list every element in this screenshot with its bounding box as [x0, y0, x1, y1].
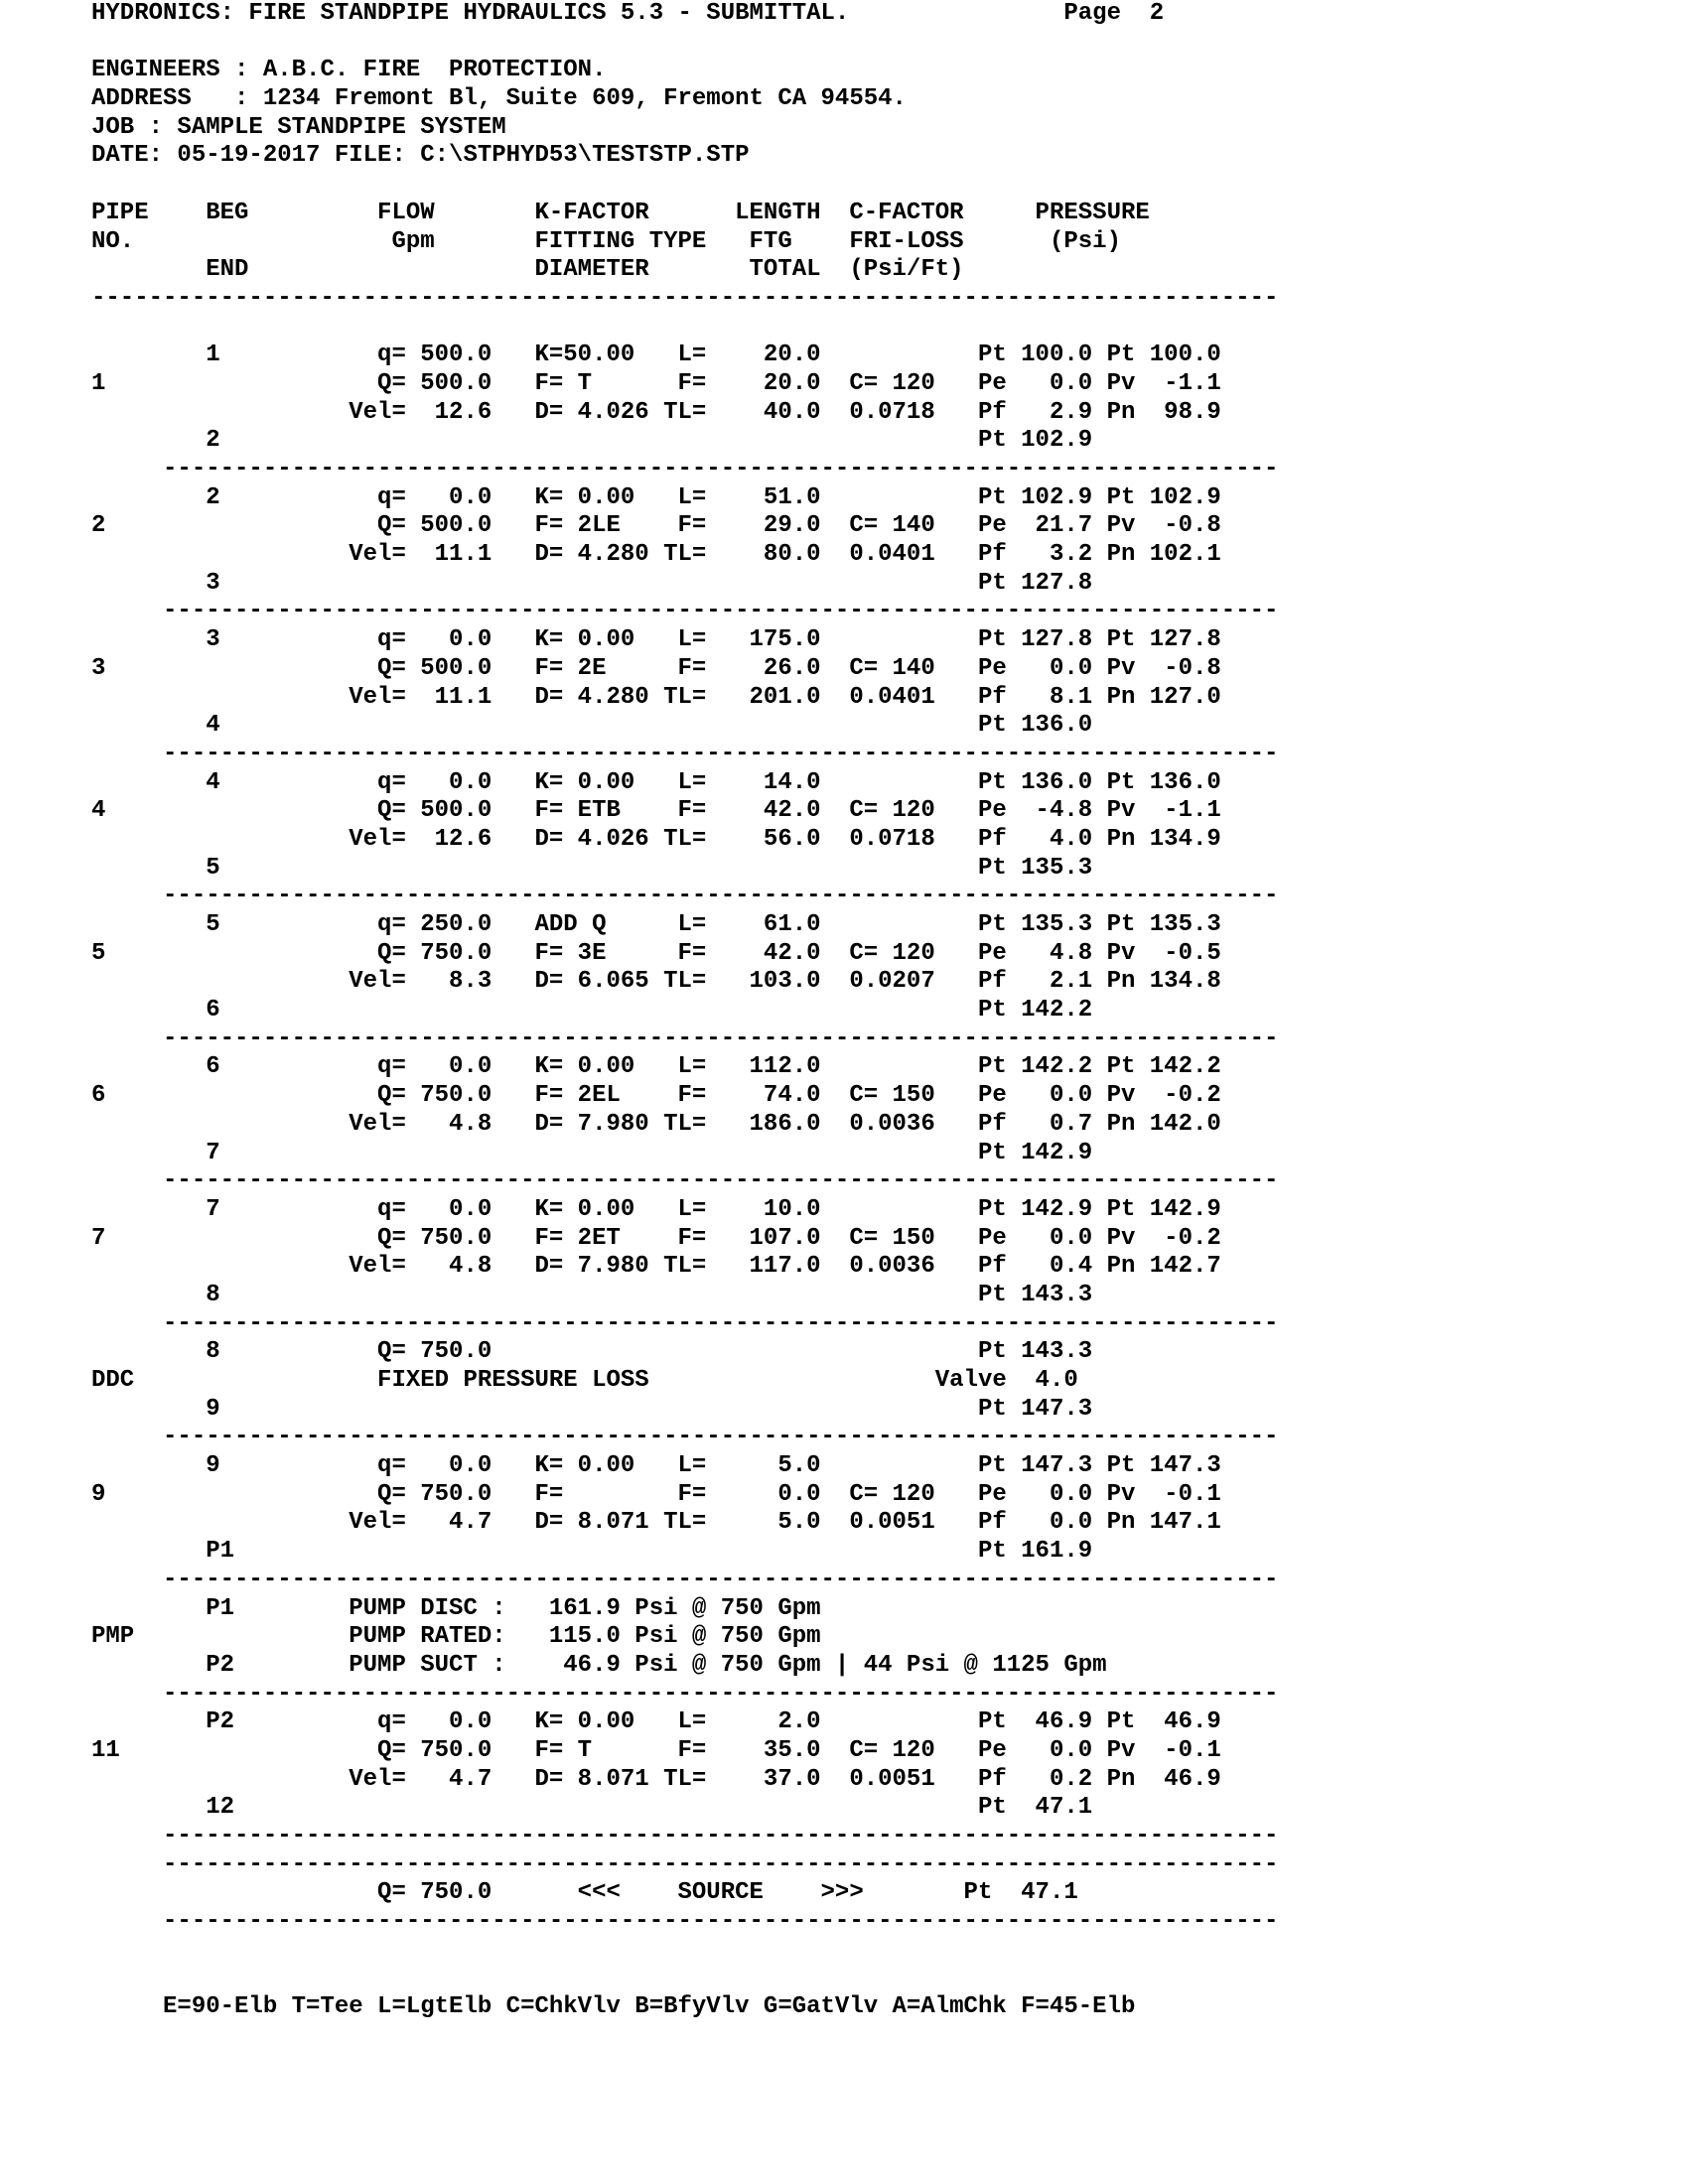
- report-line: P2 PUMP SUCT : 46.9 Psi @ 750 Gpm | 44 Psi @ 1125 Gpm: [91, 1651, 1107, 1679]
- separator-line: ------------------------------------------------------------------------------: [91, 598, 1279, 625]
- report-line: Vel= 8.3 D= 6.065 TL= 103.0 0.0207 Pf 2.1 Pn 134.8: [91, 968, 1221, 996]
- report-line: ADDRESS : 1234 Fremont Bl, Suite 609, Fremont CA 94554.: [91, 85, 907, 113]
- report-line: PMP PUMP RATED: 115.0 Psi @ 750 Gpm: [91, 1623, 821, 1651]
- report-line: 5 Q= 750.0 F= 3E F= 42.0 C= 120 Pe 4.8 Pv -0.5: [91, 939, 1221, 967]
- report-line: Vel= 12.6 D= 4.026 TL= 56.0 0.0718 Pf 4.0 Pn 134.9: [91, 825, 1221, 853]
- report-line: 9 q= 0.0 K= 0.00 L= 5.0 Pt 147.3 Pt 147.3: [91, 1452, 1221, 1480]
- separator-line: ------------------------------------------------------------------------------: [91, 456, 1279, 482]
- blank-line: [91, 1965, 1278, 1993]
- report-line: Vel= 4.7 D= 8.071 TL= 37.0 0.0051 Pf 0.2 Pn 46.9: [91, 1765, 1221, 1793]
- report-line: 2 Q= 500.0 F= 2LE F= 29.0 C= 140 Pe 21.7 Pv -0.8: [91, 512, 1221, 540]
- report-line: 7 Pt 142.9: [91, 1139, 1093, 1166]
- report-line: ENGINEERS : A.B.C. FIRE PROTECTION.: [91, 57, 607, 84]
- report-line: E=90-Elb T=Tee L=LgtElb C=ChkVlv B=BfyVlv G=GatVlv A=AlmChk F=45-Elb: [91, 1993, 1136, 2021]
- report-line: Vel= 4.8 D= 7.980 TL= 186.0 0.0036 Pf 0.7 Pn 142.0: [91, 1110, 1221, 1138]
- report-line: 8 Q= 750.0 Pt 143.3: [91, 1338, 1093, 1366]
- report-line: P1 Pt 161.9: [91, 1538, 1093, 1566]
- report-line: 9 Q= 750.0 F= F= 0.0 C= 120 Pe 0.0 Pv -0.1: [91, 1480, 1221, 1508]
- report-line: 1 Q= 500.0 F= T F= 20.0 C= 120 Pe 0.0 Pv -1.1: [91, 369, 1221, 397]
- separator-line: ------------------------------------------------------------------------------: [91, 883, 1279, 910]
- separator-line: ------------------------------------------------------------------------------: [91, 1908, 1279, 1936]
- report-line: JOB : SAMPLE STANDPIPE SYSTEM: [91, 113, 506, 141]
- report-line: 6 q= 0.0 K= 0.00 L= 112.0 Pt 142.2 Pt 142.2: [91, 1053, 1221, 1081]
- separator-line: ------------------------------------------------------------------------------: [91, 1850, 1279, 1878]
- report-line: 11 Q= 750.0 F= T F= 35.0 C= 120 Pe 0.0 Pv -0.1: [91, 1736, 1221, 1764]
- report-text: [91, 0, 1278, 2022]
- report-line: 9 Pt 147.3: [91, 1395, 1093, 1423]
- separator-line: -----------------------------------------------------------------------------------: [91, 284, 1279, 312]
- report-line: END DIAMETER TOTAL (Psi/Ft): [91, 256, 964, 284]
- report-line: 3 Q= 500.0 F= 2E F= 26.0 C= 140 Pe 0.0 Pv -0.8: [91, 654, 1221, 682]
- report-line: Vel= 11.1 D= 4.280 TL= 201.0 0.0401 Pf 8.1 Pn 127.0: [91, 683, 1221, 711]
- separator-line: ------------------------------------------------------------------------------: [91, 1823, 1279, 1849]
- report-line: 1 q= 500.0 K=50.00 L= 20.0 Pt 100.0 Pt 100.0: [91, 341, 1221, 369]
- blank-line: [91, 29, 1278, 58]
- report-line: 4 Q= 500.0 F= ETB F= 42.0 C= 120 Pe -4.8 Pv -1.1: [91, 797, 1221, 825]
- report-line: Vel= 12.6 D= 4.026 TL= 40.0 0.0718 Pf 2.9 Pn 98.9: [91, 398, 1221, 426]
- report-line: 4 Pt 136.0: [91, 712, 1093, 740]
- report-line: 12 Pt 47.1: [91, 1794, 1093, 1822]
- report-line: 8 Pt 143.3: [91, 1281, 1093, 1308]
- report-line: P1 PUMP DISC : 161.9 Psi @ 750 Gpm: [91, 1594, 821, 1622]
- report-line: 7 Q= 750.0 F= 2ET F= 107.0 C= 150 Pe 0.0 Pv -0.2: [91, 1224, 1221, 1252]
- separator-line: ------------------------------------------------------------------------------: [91, 1024, 1279, 1052]
- report-line: Vel= 11.1 D= 4.280 TL= 80.0 0.0401 Pf 3.2 Pn 102.1: [91, 541, 1221, 569]
- hydraulic-report-document: [91, 0, 1278, 2022]
- report-line: 4 q= 0.0 K= 0.00 L= 14.0 Pt 136.0 Pt 136.0: [91, 768, 1221, 796]
- report-line: Vel= 4.7 D= 8.071 TL= 5.0 0.0051 Pf 0.0 Pn 147.1: [91, 1509, 1221, 1537]
- report-line: P2 q= 0.0 K= 0.00 L= 2.0 Pt 46.9 Pt 46.9: [91, 1708, 1221, 1736]
- report-line: HYDRONICS: FIRE STANDPIPE HYDRAULICS 5.3 - SUBMITTAL. Page 2: [91, 0, 1165, 27]
- separator-line: ------------------------------------------------------------------------------: [91, 740, 1279, 767]
- report-line: 3 q= 0.0 K= 0.00 L= 175.0 Pt 127.8 Pt 127.8: [91, 626, 1221, 654]
- blank-line: [91, 1937, 1278, 1966]
- report-line: 5 Pt 135.3: [91, 854, 1093, 882]
- separator-line: ------------------------------------------------------------------------------: [91, 1680, 1279, 1707]
- report-line: DATE: 05-19-2017 FILE: C:\STPHYD53\TESTSTP.STP: [91, 142, 750, 170]
- report-line: PIPE BEG FLOW K-FACTOR LENGTH C-FACTOR PRESSURE: [91, 199, 1150, 226]
- report-line: NO. Gpm FITTING TYPE FTG FRI-LOSS (Psi): [91, 227, 1121, 255]
- report-line: 6 Pt 142.2: [91, 997, 1093, 1024]
- blank-line: [91, 314, 1278, 342]
- report-line: 7 q= 0.0 K= 0.00 L= 10.0 Pt 142.9 Pt 142.9: [91, 1195, 1221, 1223]
- report-line: 5 q= 250.0 ADD Q L= 61.0 Pt 135.3 Pt 135.3: [91, 911, 1221, 938]
- separator-line: ------------------------------------------------------------------------------: [91, 1167, 1279, 1195]
- report-line: DDC FIXED PRESSURE LOSS Valve 4.0: [91, 1367, 1078, 1394]
- blank-line: [91, 171, 1278, 200]
- report-line: Q= 750.0 <<< SOURCE >>> Pt 47.1: [91, 1879, 1078, 1907]
- report-line: 6 Q= 750.0 F= 2EL F= 74.0 C= 150 Pe 0.0 Pv -0.2: [91, 1082, 1221, 1110]
- report-line: 2 q= 0.0 K= 0.00 L= 51.0 Pt 102.9 Pt 102.9: [91, 483, 1221, 511]
- report-line: 3 Pt 127.8: [91, 569, 1093, 597]
- separator-line: ------------------------------------------------------------------------------: [91, 1309, 1279, 1337]
- report-line: Vel= 4.8 D= 7.980 TL= 117.0 0.0036 Pf 0.4 Pn 142.7: [91, 1253, 1221, 1281]
- separator-line: ------------------------------------------------------------------------------: [91, 1424, 1279, 1451]
- separator-line: ------------------------------------------------------------------------------: [91, 1566, 1279, 1593]
- report-line: 2 Pt 102.9: [91, 427, 1093, 455]
